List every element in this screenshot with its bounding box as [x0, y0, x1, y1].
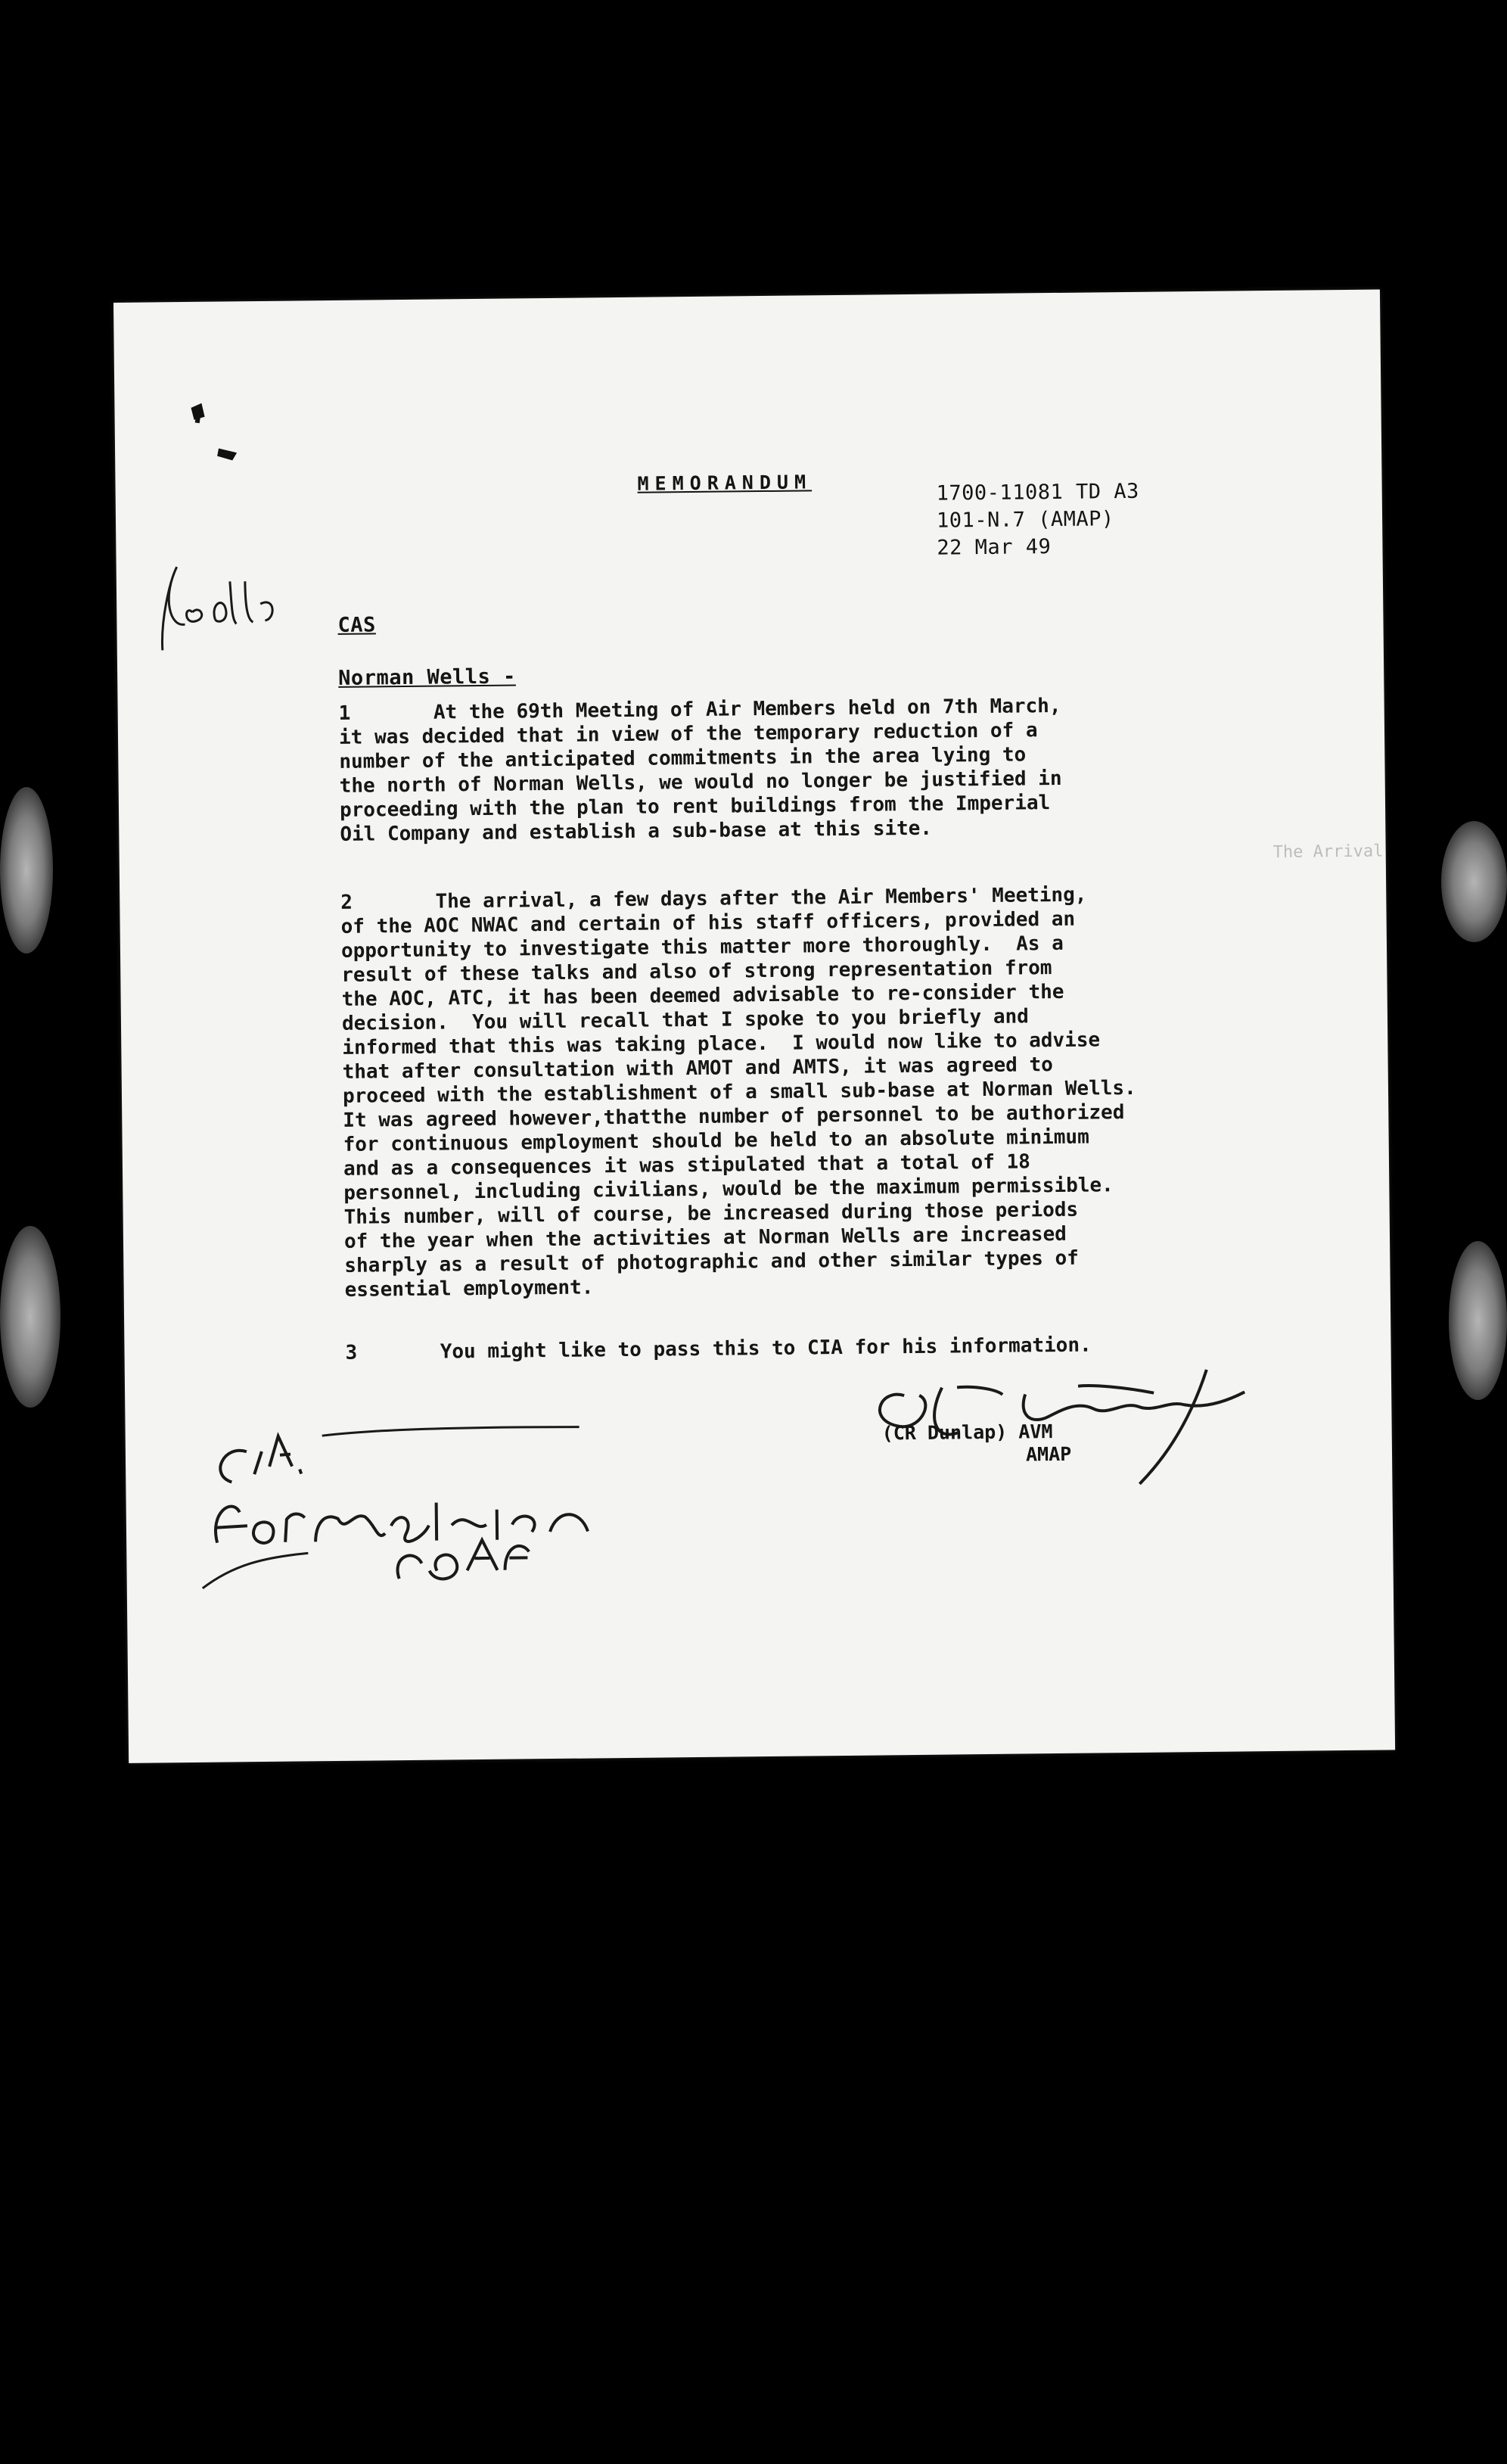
file-reference: 1700-11081 TD A3 — [936, 479, 1139, 506]
file-reference-secondary: 101-N.7 (AMAP) — [936, 507, 1114, 533]
paragraph-line: essential employment. — [344, 1276, 594, 1302]
punch-hole-left-bottom — [0, 1226, 61, 1408]
punch-hole-right-bottom — [1449, 1241, 1507, 1400]
paragraph-line: proceed with the establishment of a small sub-base at Norman Wells. — [342, 1076, 1136, 1108]
paragraph-number: 2 — [340, 891, 353, 914]
paragraph-line: of the AOC NWAC and certain of his staff officers, provided an — [340, 907, 1076, 938]
paragraph-line: and as a consequences it was stipulated that a total of 18 — [343, 1150, 1031, 1181]
paragraph-text: You might like to pass this to CIA for his information. — [440, 1333, 1092, 1364]
signatory-office: AMAP — [1025, 1442, 1072, 1466]
paragraph-3-line-1 — [345, 1331, 1253, 1365]
handwritten-routing-note — [185, 1417, 611, 1619]
memo-subject: Norman Wells - — [338, 664, 516, 690]
punch-hole-right-top — [1441, 821, 1507, 942]
paragraph-line: that after consultation with AMOT and AMTS, it was agreed to — [342, 1053, 1053, 1084]
paragraph-line: result of these talks and also of strong representation from — [341, 957, 1052, 987]
paragraph-line: of the year when the activities at Norman Wells are increased — [343, 1222, 1067, 1253]
paragraph-number: 1 — [338, 702, 351, 725]
signature-scrawl — [850, 1339, 1276, 1495]
paragraph-line: opportunity to investigate this matter more thoroughly. As a — [340, 932, 1064, 963]
margin-handwritten-initials — [146, 550, 299, 665]
addressee: CAS — [337, 613, 376, 637]
paragraph-line: Oil Company and establish a sub-base at this site. — [340, 817, 933, 846]
paragraph-line: proceeding with the plan to rent buildings from the Imperial — [339, 792, 1051, 822]
paragraph-line: personnel, including civilians, would be the maximum permissible. — [343, 1174, 1114, 1205]
paragraph-line: for continuous employment should be held to an absolute minimum — [343, 1125, 1089, 1156]
paragraph-2 — [340, 881, 1253, 1302]
paragraph-line: the AOC, ATC, it has been deemed advisable to re-consider the — [341, 980, 1064, 1011]
paragraph-1 — [339, 692, 1248, 847]
paragraph-line: the north of Norman Wells, we would no longer be justified in — [339, 767, 1062, 798]
paragraph-line: sharply as a result of photographic and other similar types of — [344, 1246, 1079, 1277]
paragraph-3 — [345, 1331, 1253, 1365]
paragraph-line: It was agreed however,thatthe number of personnel to be authorized — [343, 1101, 1125, 1132]
punch-hole-left-top — [0, 787, 53, 954]
memo-title: MEMORANDUM — [637, 471, 813, 495]
memo-date: 22 Mar 49 — [937, 535, 1052, 560]
signatory-name: (CR Dunlap) AVM — [881, 1420, 1053, 1445]
signature-block — [882, 1420, 1072, 1468]
paragraph-number: 3 — [345, 1341, 358, 1364]
memo-page — [113, 289, 1395, 1762]
corner-mark-icon — [186, 400, 247, 468]
paragraph-line: informed that this was taking place. I would now like to advise — [342, 1028, 1101, 1059]
paragraph-line: decision. You will recall that I spoke to you briefly and — [341, 1005, 1030, 1035]
bleed-through-text: The Arrival — [1272, 842, 1384, 862]
paragraph-text: The arrival, a few days after the Air Members' Meeting, — [435, 883, 1087, 913]
paragraph-line: This number, will of course, be increased during those periods — [343, 1198, 1079, 1229]
paragraph-line: number of the anticipated commitments in the area lying to — [339, 743, 1027, 773]
paragraph-line: it was decided that in view of the temporary reduction of a — [338, 719, 1038, 749]
paragraph-text: At the 69th Meeting of Air Members held on 7th March, — [433, 694, 1061, 724]
